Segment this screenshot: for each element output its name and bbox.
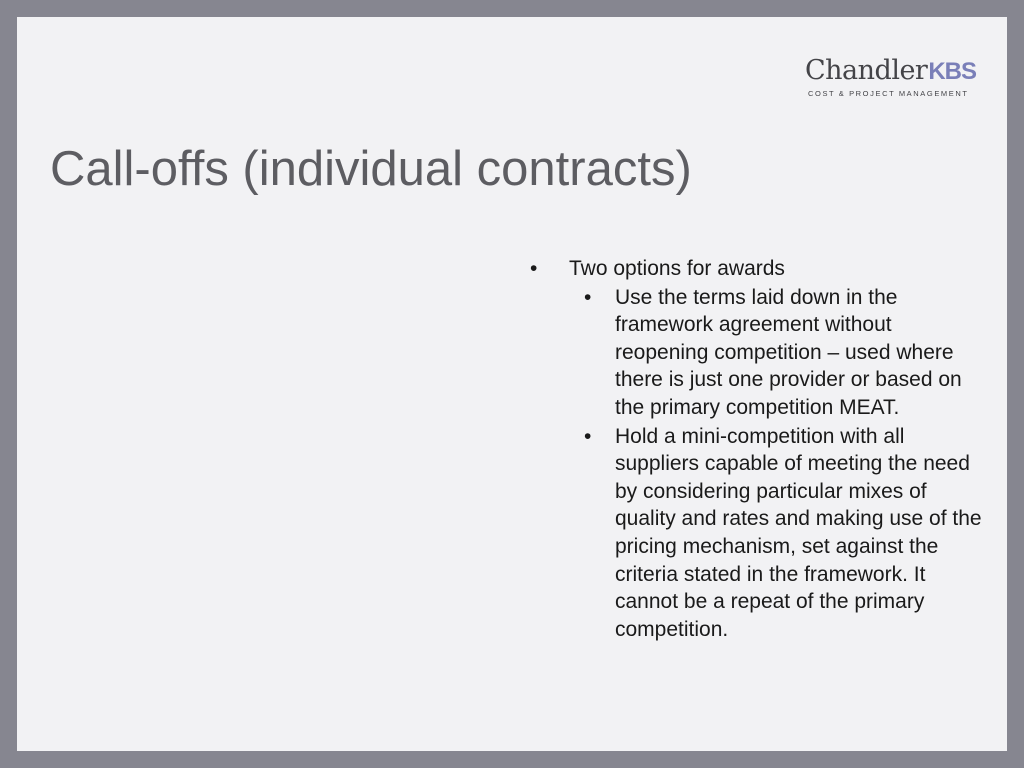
bullet-glyph: • [584,285,592,309]
bullet-glyph: • [530,257,538,280]
sub-bullet-list [530,284,990,644]
sub-bullet-item [584,423,990,644]
logo-wordmark [805,57,976,84]
bullet-content [530,255,990,643]
slide [17,17,1007,751]
company-logo [805,57,977,102]
bullet-item [530,255,990,283]
sub-bullet-text: Hold a mini-competition with all suppliers capable of meeting the need by considering particular mixes of quality and rates and making use of the pricing mechanism, set against the criteria stated in the framework. It cannot be a repeat of the primary competition. [615,424,982,641]
sub-bullet-item [584,284,990,422]
logo-tagline: COST & PROJECT MANAGEMENT [808,89,969,98]
bullet-glyph: • [584,424,592,448]
sub-bullet-text: Use the terms laid down in the framework agreement without reopening competition – used where there is just one provider or based on the primary competition MEAT. [615,285,962,419]
slide-title: Call-offs (individual contracts) [50,142,692,196]
logo-mark: KBS [928,58,977,85]
logo-name: Chandler [805,55,928,86]
bullet-text: Two options for awards [569,257,785,280]
